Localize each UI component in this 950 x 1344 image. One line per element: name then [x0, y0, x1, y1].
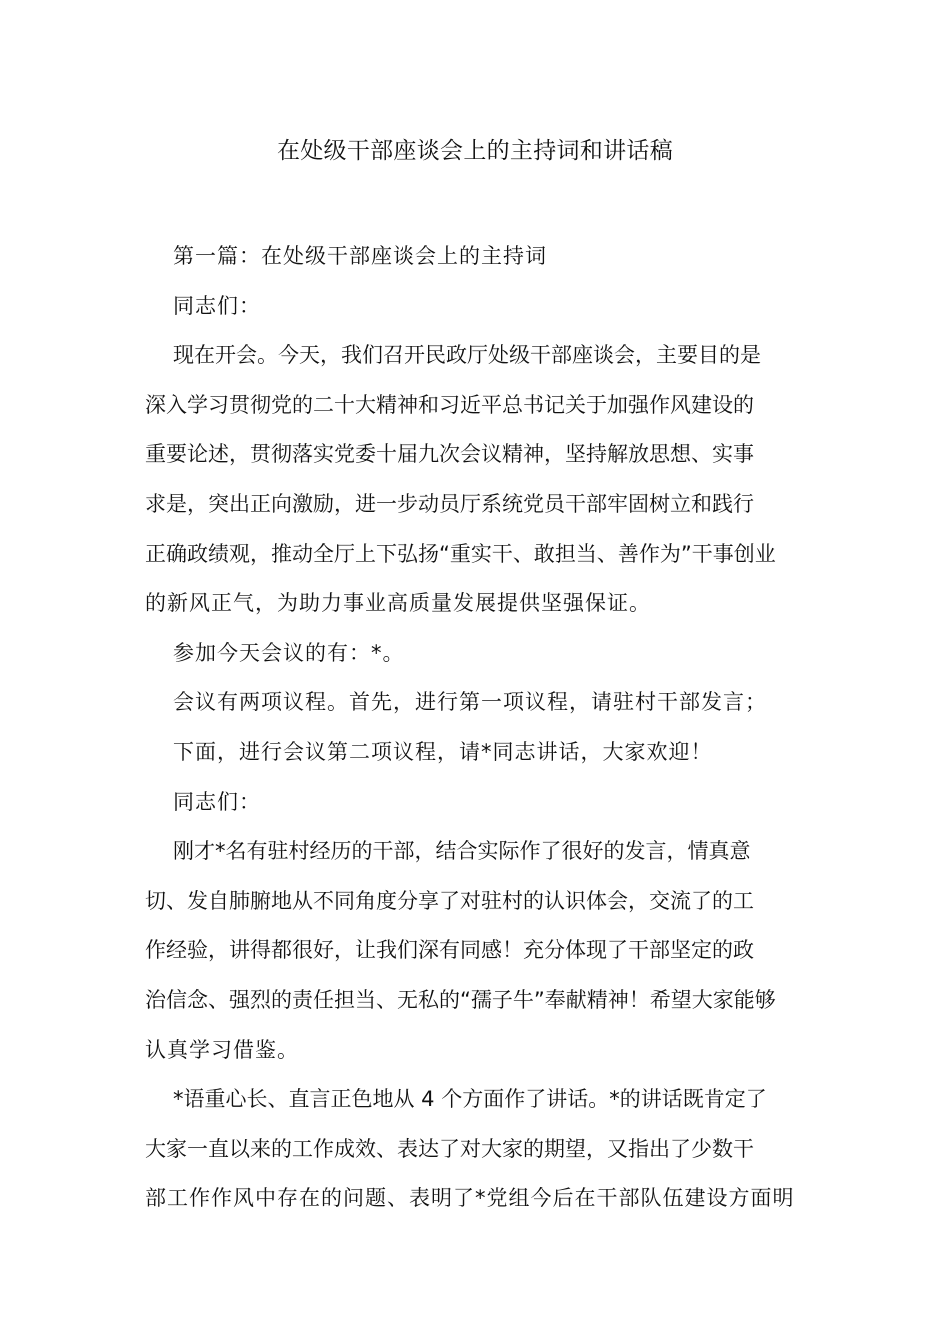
text-line: 下面，进行会议第二项议程，请*同志讲话，大家欢迎！ — [173, 739, 713, 764]
paragraph-salutation — [145, 282, 807, 332]
paragraph-second-agenda — [145, 728, 807, 778]
text-line: 求是，突出正向激励，进一步动员厅系统党员干部牢固树立和践行 — [145, 491, 754, 516]
text-line: 治信念、强烈的责任担当、无私的“孺子牛”奉献精神！希望大家能够 — [145, 987, 776, 1012]
text-line: 参加今天会议的有：*。 — [173, 640, 405, 665]
paragraph-comments — [145, 827, 807, 1075]
text-line: 重要论述，贯彻落实党委十届九次会议精神，坚持解放思想、实事 — [145, 442, 754, 467]
paragraph-section-heading — [145, 232, 807, 282]
paragraph-salutation-2 — [145, 778, 807, 828]
text-line: 切、发自肺腑地从不同角度分享了对驻村的认识体会，交流了的工 — [145, 888, 754, 913]
text-line: 现在开会。今天，我们召开民政厅处级干部座谈会，主要目的是 — [173, 343, 761, 368]
text-line: 作经验，讲得都很好，让我们深有同感！充分体现了干部坚定的政 — [145, 938, 754, 963]
text-line: 正确政绩观，推动全厅上下弘扬“重实干、敢担当、善作为”干事创业 — [145, 541, 776, 566]
text-line: 认真学习借鉴。 — [145, 1037, 299, 1062]
text-line: *语重心长、直言正色地从 4 个方面作了讲话。*的讲话既肯定了 — [173, 1087, 767, 1112]
paragraph-attendees — [145, 629, 807, 679]
text-line: 刚才*名有驻村经历的干部，结合实际作了很好的发言，情真意 — [173, 839, 751, 864]
text-line: 的新风正气，为助力事业高质量发展提供坚强保证。 — [145, 591, 651, 616]
paragraph-opening — [145, 331, 807, 629]
paragraph-agenda — [145, 678, 807, 728]
text-line: 部工作作风中存在的问题、表明了*党组今后在干部队伍建设方面明 — [145, 1186, 795, 1211]
document-title: 在处级干部座谈会上的主持词和讲话稿 — [276, 138, 674, 164]
text-line: 会议有两项议程。首先，进行第一项议程，请驻村干部发言； — [173, 690, 767, 715]
text-line: 同志们： — [173, 293, 261, 318]
text-line: 同志们： — [173, 789, 261, 814]
text-line: 深入学习贯彻党的二十大精神和习近平总书记关于加强作风建设的 — [145, 392, 754, 417]
text-line: 第一篇：在处级干部座谈会上的主持词 — [173, 244, 547, 268]
text-line: 大家一直以来的工作成效、表达了对大家的期望，又指出了少数干 — [145, 1136, 754, 1161]
paragraph-speech-summary — [145, 1075, 807, 1224]
document-body — [145, 232, 807, 1224]
